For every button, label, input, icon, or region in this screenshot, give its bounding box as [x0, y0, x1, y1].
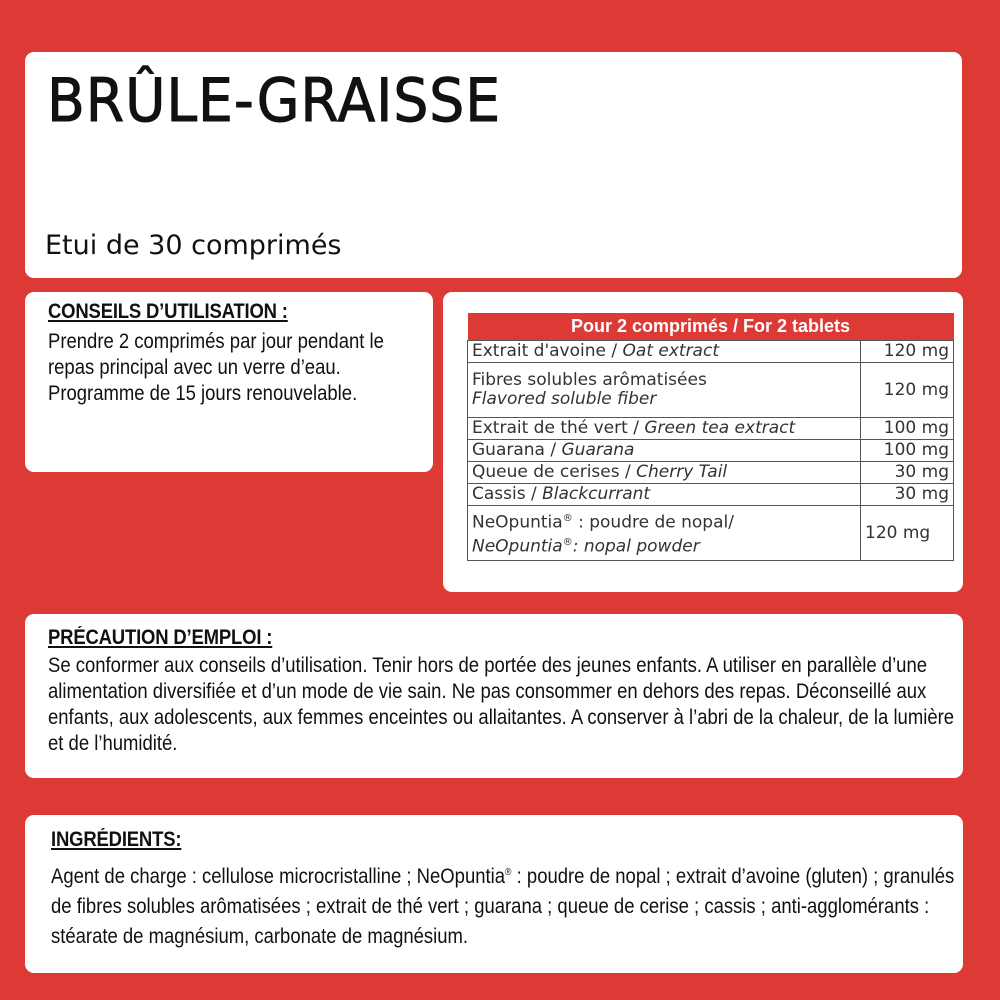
table-row: [468, 418, 954, 440]
ingredient-fr: Extrait d'avoine /: [472, 341, 623, 361]
nutrition-table-card: [443, 292, 963, 592]
usage-advice-text: Prendre 2 comprimés par jour pendant le repas principal avec un verre d’eau. Programme de 15 jours renouvelable.: [48, 330, 384, 405]
table-header: Pour 2 comprimés / For 2 tablets: [468, 313, 954, 341]
precaution-text: Se conformer aux conseils d’utilisation. Tenir hors de portée des jeunes enfants. A utiliser en parallèle d’une alimentation diversifiée et d’un mode de vie sain. Ne pas consommer en dehors des repas. Déconseillé aux enfants, aux adolescents, aux femmes enceintes ou allaitantes. A conserver à l’abri de la chaleur, de la lumière et de l’humidité.: [48, 654, 955, 755]
ingredient-fr: : poudre de nopal/: [572, 513, 734, 533]
product-title: BRÛLE-GRAISSE: [47, 66, 502, 136]
amount-cell: 30 mg: [861, 484, 954, 506]
table-row: [468, 462, 954, 484]
ingredient-cell: [468, 440, 861, 462]
ingredient-fr: Cassis /: [472, 484, 543, 504]
amount-cell: 120 mg: [861, 363, 954, 418]
amount-cell: 100 mg: [861, 418, 954, 440]
ingredient-fr: Guarana /: [472, 440, 562, 460]
registered-mark: ®: [562, 537, 573, 548]
title-card: [25, 52, 962, 278]
ingredients-text: [51, 858, 966, 952]
ingredient-en: Guarana: [561, 440, 635, 460]
ingredient-cell: [468, 506, 861, 561]
ingredients-heading: INGRÉDIENTS:: [51, 828, 182, 851]
amount-cell: 120 mg: [861, 506, 954, 561]
registered-mark: ®: [505, 867, 512, 878]
ingredient-en: Blackcurrant: [542, 484, 651, 504]
ingredient-en: Green tea extract: [644, 418, 796, 438]
table-row: [468, 341, 954, 363]
table-row: [468, 484, 954, 506]
ingredient-fr: Queue de cerises /: [472, 462, 637, 482]
ingredient-cell: [468, 462, 861, 484]
amount-cell: 120 mg: [861, 341, 954, 363]
nutrition-table: [467, 313, 954, 561]
ingredient-en: Flavored soluble fiber: [472, 389, 657, 409]
table-row: [468, 506, 954, 561]
product-subtitle: Etui de 30 comprimés: [45, 230, 342, 261]
ingredient-fr-brand: NeOpuntia: [472, 513, 563, 533]
ingredient-en: Oat extract: [622, 341, 719, 361]
usage-advice-heading: CONSEILS D’UTILISATION :: [48, 300, 288, 323]
ingredient-en: : nopal powder: [572, 536, 700, 557]
ingredient-cell: [468, 484, 861, 506]
precaution-card: [25, 614, 963, 778]
ingredients-text-part: : poudre de nopal ; extrait d’avoine (gluten) ; granulés de fibres solubles arômatisées ; extrait de thé vert ; guarana ; queue de cerise ; cassis ; anti-agglomérants : stéarate de magnésium, carbonate de magnésium.: [51, 865, 955, 948]
ingredient-cell: [468, 363, 861, 418]
ingredient-fr: Fibres solubles arômatisées: [472, 370, 707, 390]
table-row: [468, 440, 954, 462]
registered-mark: ®: [562, 513, 573, 525]
amount-cell: 30 mg: [861, 462, 954, 484]
ingredients-text-part: Agent de charge : cellulose microcristalline ; NeOpuntia: [51, 865, 506, 888]
ingredient-cell: [468, 418, 861, 440]
table-row: [468, 363, 954, 418]
ingredients-card: [25, 815, 963, 973]
ingredient-fr: Extrait de thé vert /: [472, 418, 645, 438]
ingredient-cell: [468, 341, 861, 363]
usage-advice-card: [25, 292, 433, 472]
ingredient-en: Cherry Tail: [636, 462, 728, 482]
precaution-heading: PRÉCAUTION D’EMPLOI :: [48, 626, 273, 649]
amount-cell: 100 mg: [861, 440, 954, 462]
ingredient-en-brand: NeOpuntia: [472, 536, 563, 557]
table-header-row: [468, 313, 954, 341]
